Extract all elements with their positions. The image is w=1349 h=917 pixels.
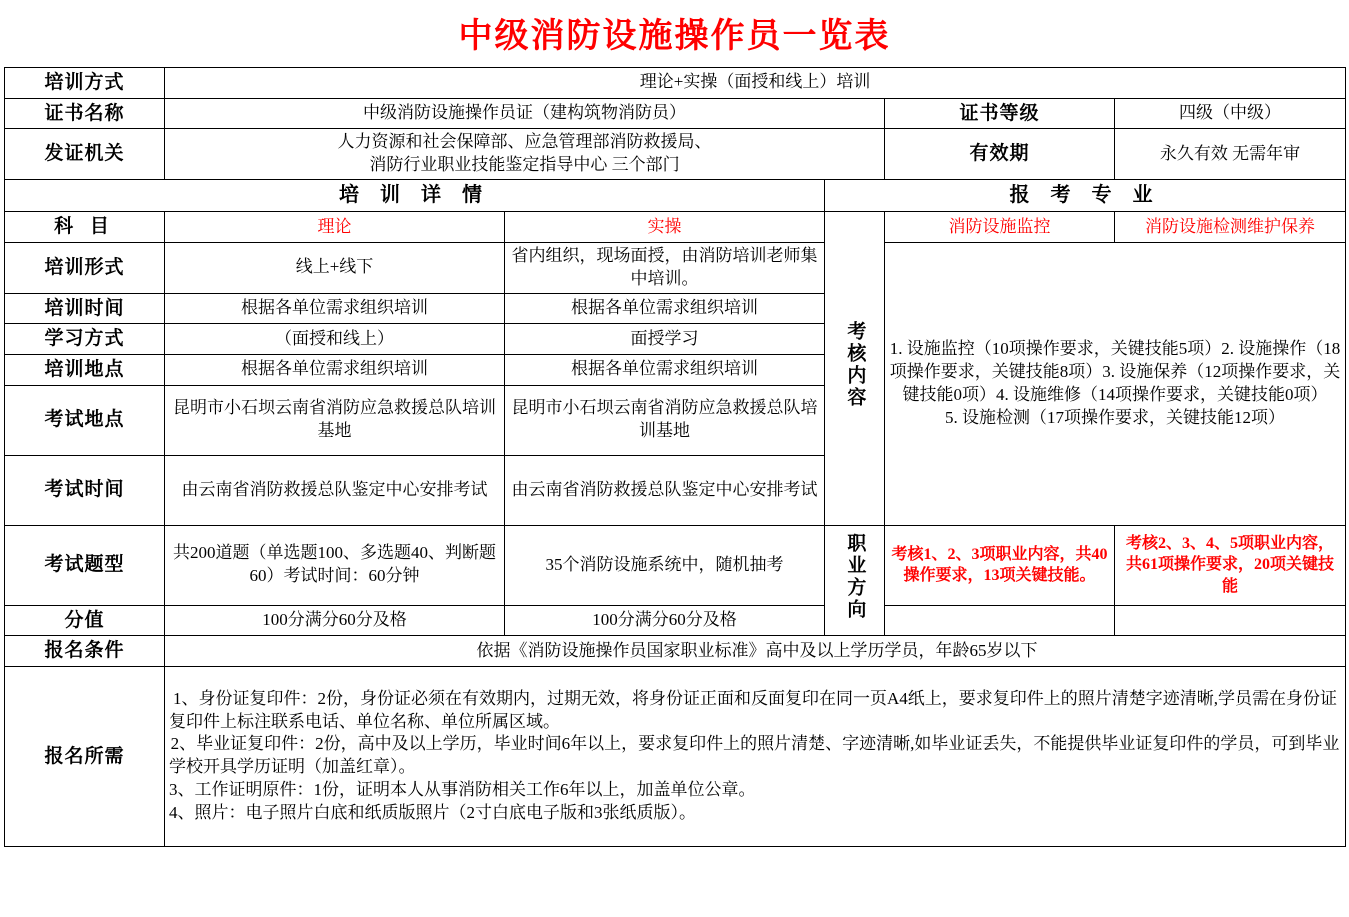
exam-time-practice: 由云南省消防救援总队鉴定中心安排考试	[505, 455, 825, 525]
form-practice: 省内组织，现场面授，由消防培训老师集中培训。	[505, 242, 825, 293]
train-place-label: 培训地点	[5, 354, 165, 385]
materials-item: 3、工作证明原件：1份，证明本人从事消防相关工作6年以上，加盖单位公章。	[169, 780, 756, 800]
assess-content-value-2: 5. 设施检测（17项操作要求，关键技能12项）	[945, 407, 1286, 427]
issuer-value-line2: 消防行业职业技能鉴定指导中心 三个部门	[369, 155, 680, 175]
train-detail-header: 培 训 详 情	[5, 180, 825, 212]
major1-label: 消防设施监控	[885, 212, 1115, 243]
condition-value: 依据《消防设施操作员国家职业标准》高中及以上学历学员，年龄65岁以下	[165, 636, 1346, 667]
cert-name-value: 中级消防设施操作员证（建构筑物消防员）	[165, 98, 885, 129]
exam-type-practice: 35个消防设施系统中，随机抽考	[505, 525, 825, 605]
validity-label: 有效期	[885, 129, 1115, 180]
assess-content-label-cell	[825, 212, 885, 525]
exam-place-label: 考试地点	[5, 385, 165, 455]
assess-content-value	[885, 242, 1346, 525]
table-row	[5, 605, 1346, 636]
train-place-theory: 根据各单位需求组织培训	[165, 354, 505, 385]
career-direction-major2: 考核2、3、4、5项职业内容，共61项操作要求，20项关键技能	[1115, 525, 1346, 605]
career-direction-label: 职业方向	[844, 533, 866, 622]
page-title: 中级消防设施操作员一览表	[458, 18, 891, 55]
table-row	[5, 525, 1346, 605]
assess-content-value-1: 1. 设施监控（10项操作要求，关键技能5项）2. 设施操作（18项操作要求，关键技能8项）3. 设施保养（12项操作要求，关键技能0项）4. 设施维修（14项操作要求，关键技能0项）	[889, 338, 1341, 404]
exam-type-label: 考试题型	[5, 525, 165, 605]
cert-level-label: 证书等级	[885, 98, 1115, 129]
study-mode-theory: （面授和线上）	[165, 324, 505, 355]
table-row	[5, 666, 1346, 846]
career-direction-label-cell	[825, 525, 885, 636]
exam-place-practice: 昆明市小石坝云南省消防应急救援总队培训基地	[505, 385, 825, 455]
cert-level-value: 四级（中级）	[1115, 98, 1346, 129]
info-table	[4, 67, 1346, 847]
table-row	[5, 68, 1346, 99]
materials-item: 4、照片：电子照片白底和纸质版照片（2寸白底电子版和3张纸质版）。	[169, 803, 696, 823]
exam-type-theory: 共200道题（单选题100、多选题40、判断题60）考试时间：60分钟	[165, 525, 505, 605]
score-major2	[1115, 605, 1346, 636]
validity-value: 永久有效 无需年审	[1115, 129, 1346, 180]
materials-item: 2、毕业证复印件：2份，高中及以上学历，毕业时间6年以上，要求复印件上的照片清楚、字迹清晰,如毕业证丢失，不能提供毕业证复印件的学员，可到毕业学校开具学历证明（加盖红章）。	[169, 734, 1340, 777]
score-theory: 100分满分60分及格	[165, 605, 505, 636]
career-direction-major1: 考核1、2、3项职业内容，共40操作要求，13项关键技能。	[885, 525, 1115, 605]
train-mode-label: 培训方式	[5, 68, 165, 99]
theory-label: 理论	[165, 212, 505, 243]
materials-label: 报名所需	[5, 666, 165, 846]
train-place-practice: 根据各单位需求组织培训	[505, 354, 825, 385]
exam-place-theory: 昆明市小石坝云南省消防应急救援总队培训基地	[165, 385, 505, 455]
train-time-label: 培训时间	[5, 293, 165, 324]
subject-label: 科 目	[5, 212, 165, 243]
table-row	[5, 180, 1346, 212]
cert-name-label: 证书名称	[5, 98, 165, 129]
score-major1	[885, 605, 1115, 636]
materials-value	[165, 666, 1346, 846]
train-mode-value: 理论+实操（面授和线上）培训	[165, 68, 1346, 99]
apply-major-header: 报 考 专 业	[825, 180, 1346, 212]
practice-label: 实操	[505, 212, 825, 243]
issuer-value	[165, 129, 885, 180]
condition-label: 报名条件	[5, 636, 165, 667]
table-row	[5, 636, 1346, 667]
table-row	[5, 129, 1346, 180]
study-mode-label: 学习方式	[5, 324, 165, 355]
train-time-theory: 根据各单位需求组织培训	[165, 293, 505, 324]
train-time-practice: 根据各单位需求组织培训	[505, 293, 825, 324]
exam-time-label: 考试时间	[5, 455, 165, 525]
issuer-value-line1: 人力资源和社会保障部、应急管理部消防救援局、	[337, 132, 712, 152]
issuer-label: 发证机关	[5, 129, 165, 180]
table-row	[5, 242, 1346, 293]
exam-time-theory: 由云南省消防救援总队鉴定中心安排考试	[165, 455, 505, 525]
table-row	[5, 212, 1346, 243]
assess-content-label: 考核内容	[844, 321, 866, 410]
materials-item: 1、身份证复印件：2份，身份证必须在有效期内，过期无效，将身份证正面和反面复印在同一页A4纸上，要求复印件上的照片清楚字迹清晰,学员需在身份证复印件上标注联系电话、单位名称、单位所属区域。	[169, 688, 1338, 731]
form-label: 培训形式	[5, 242, 165, 293]
form-theory: 线上+线下	[165, 242, 505, 293]
major2-label: 消防设施检测维护保养	[1115, 212, 1346, 243]
score-label: 分值	[5, 605, 165, 636]
score-practice: 100分满分60分及格	[505, 605, 825, 636]
table-row	[5, 98, 1346, 129]
study-mode-practice: 面授学习	[505, 324, 825, 355]
